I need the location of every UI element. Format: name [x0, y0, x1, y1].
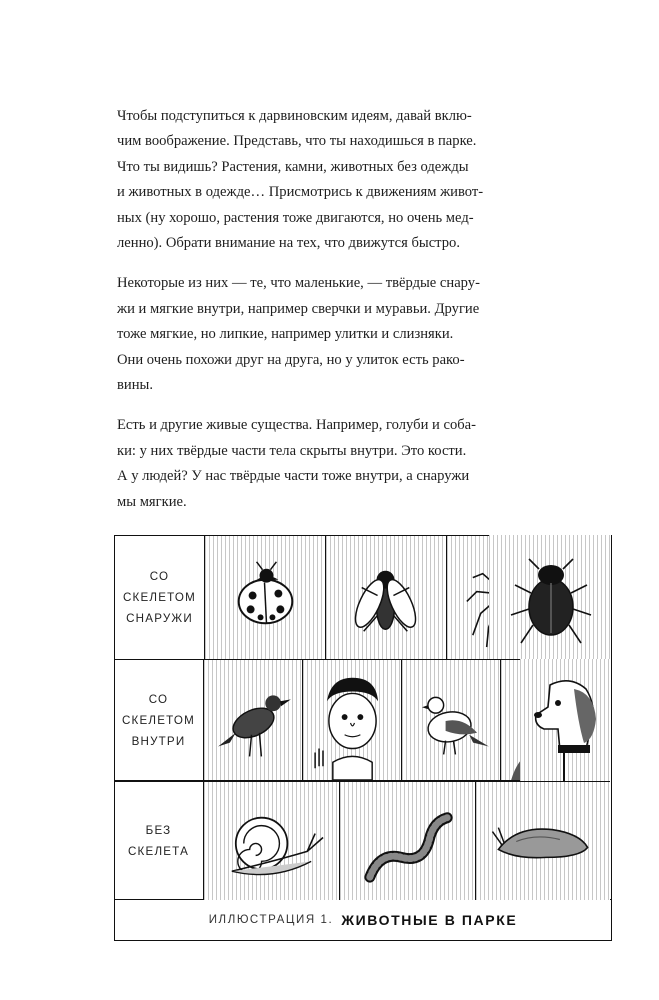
- row-exoskeleton: [115, 536, 611, 660]
- figure-caption: [114, 900, 612, 941]
- caption-title: ЖИВОТНЫЕ В ПАРКЕ: [341, 912, 518, 928]
- body-text: [117, 104, 537, 530]
- dog-icon: [520, 659, 611, 781]
- ladybug-icon: [205, 536, 326, 659]
- row-label-endoskeleton: СО СКЕЛЕТОМ ВНУТРИ: [114, 660, 204, 780]
- paragraph-1: Чтобы подступиться к дарвиновским идеям, давай вклю- чим воображение. Представь, что ты находишься в парке. Что ты видишь? Растения, камни, животных без одежды и животных в одежде… Присмотрись к движениям живот- ных (ну хорошо, растения тоже двигаются, но очень мед- ленно). Обрати внимание на тех, что движутся быстро.: [117, 108, 484, 252]
- row-label-no-skeleton: БЕЗ СКЕЛЕТА: [114, 782, 204, 900]
- fly-icon: [326, 536, 447, 659]
- spider-icon: [447, 536, 568, 659]
- caption-prefix: ИЛЛЮСТРАЦИЯ 1.: [208, 914, 334, 926]
- beetle-icon: [568, 536, 611, 659]
- row-label-exoskeleton: СО СКЕЛЕТОМ СНАРУЖИ: [115, 536, 205, 659]
- paragraph-2: Некоторые из них — те, что маленькие, — твёрдые снару- жи и мягкие внутри, например сверчки и муравьи. Другие тоже мягкие, но липкие, например улитки и слизняки. Они очень похожи друг на друга, но у улиток есть рако- вины.: [117, 275, 480, 394]
- paragraph-3: Есть и другие живые существа. Например, голуби и соба- ки: у них твёрдые части тела скрыты внутри. Это кости. А у людей? У нас твёрдые части тоже внутри, а снаружи мы мягкие.: [117, 417, 477, 510]
